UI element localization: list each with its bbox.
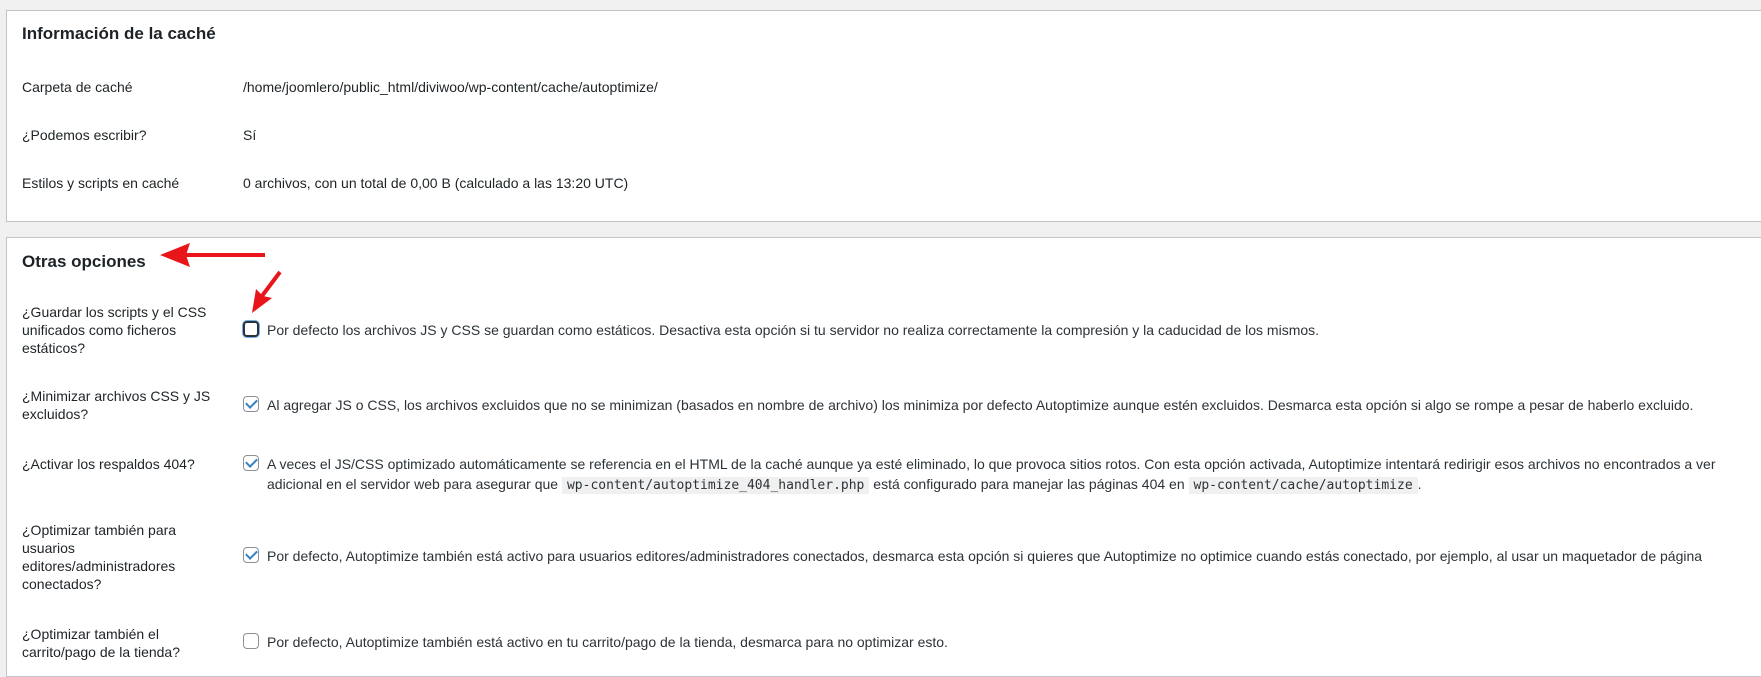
fallback-404-description-line2 (267, 474, 1422, 496)
cached-files-value: 0 archivos, con un total de 0,00 B (calculado a las 13:20 UTC) (243, 175, 629, 191)
cache-folder-value: /home/joomlero/public_html/diviwoo/wp-content/cache/autoptimize/ (243, 79, 658, 95)
fallback-404-description-line1: A veces el JS/CSS optimizado automáticamente se referencia en el HTML de la caché aunque ya esté eliminado, lo que provoca sitios rotos. Con esta opción activada, Autoptimize intentará redirigir esos archivos no encontrados a ver (267, 456, 1716, 472)
fallback-404-text-c: . (1417, 476, 1422, 492)
other-options-title: Otras opciones (22, 252, 146, 271)
fallback-404-checkbox[interactable] (243, 455, 259, 471)
cached-files-label: Estilos y scripts en caché (22, 175, 180, 191)
minify-excluded-label: ¿Minimizar archivos CSS y JS excluidos? (22, 388, 211, 422)
handler-path-code: wp-content/autoptimize_404_handler.php (562, 477, 869, 494)
cache-folder-label: Carpeta de caché (22, 79, 133, 95)
optimize-cart-checkbox[interactable] (243, 633, 259, 649)
optimize-logged-in-label: ¿Optimizar también para usuarios editores/administradores conectados? (22, 522, 177, 592)
cache-info-panel (6, 10, 1761, 222)
fallback-404-text-b: está configurado para manejar las páginas 404 en (873, 476, 1185, 492)
static-files-checkbox[interactable] (243, 321, 259, 337)
static-files-description: Por defecto los archivos JS y CSS se guardan como estáticos. Desactiva esta opción si tu servidor no realiza correctamente la compresión y la caducidad de los mismos. (267, 322, 1320, 338)
static-files-label: ¿Guardar los scripts y el CSS unificados como ficheros estáticos? (22, 304, 207, 356)
can-write-label: ¿Podemos escribir? (22, 127, 147, 143)
cache-info-title: Información de la caché (22, 24, 216, 43)
cache-path-code: wp-content/cache/autoptimize (1189, 477, 1418, 494)
fallback-404-label: ¿Activar los respaldos 404? (22, 456, 195, 472)
minify-excluded-checkbox[interactable] (243, 396, 259, 412)
minify-excluded-description: Al agregar JS o CSS, los archivos excluidos que no se minimizan (basados en nombre de archivo) los minimiza por defecto Autoptimize aunque estén excluidos. Desmarca esta opción si algo se rompe a pesar de haberlo excluido. (267, 397, 1694, 413)
optimize-logged-in-description: Por defecto, Autoptimize también está activo para usuarios editores/administradores conectados, desmarca esta opción si quieres que Autoptimize no optimice cuando estás conectado, por ejemplo, al usar un maquetador de página (267, 548, 1703, 564)
can-write-value: Sí (243, 127, 257, 143)
fallback-404-text-a: adicional en el servidor web para asegurar que (267, 476, 559, 492)
optimize-cart-label: ¿Optimizar también el carrito/pago de la tienda? (22, 626, 180, 660)
optimize-cart-description: Por defecto, Autoptimize también está activo en tu carrito/pago de la tienda, desmarca para no optimizar esto. (267, 634, 948, 650)
optimize-logged-in-checkbox[interactable] (243, 547, 259, 563)
other-options-panel (6, 237, 1761, 677)
